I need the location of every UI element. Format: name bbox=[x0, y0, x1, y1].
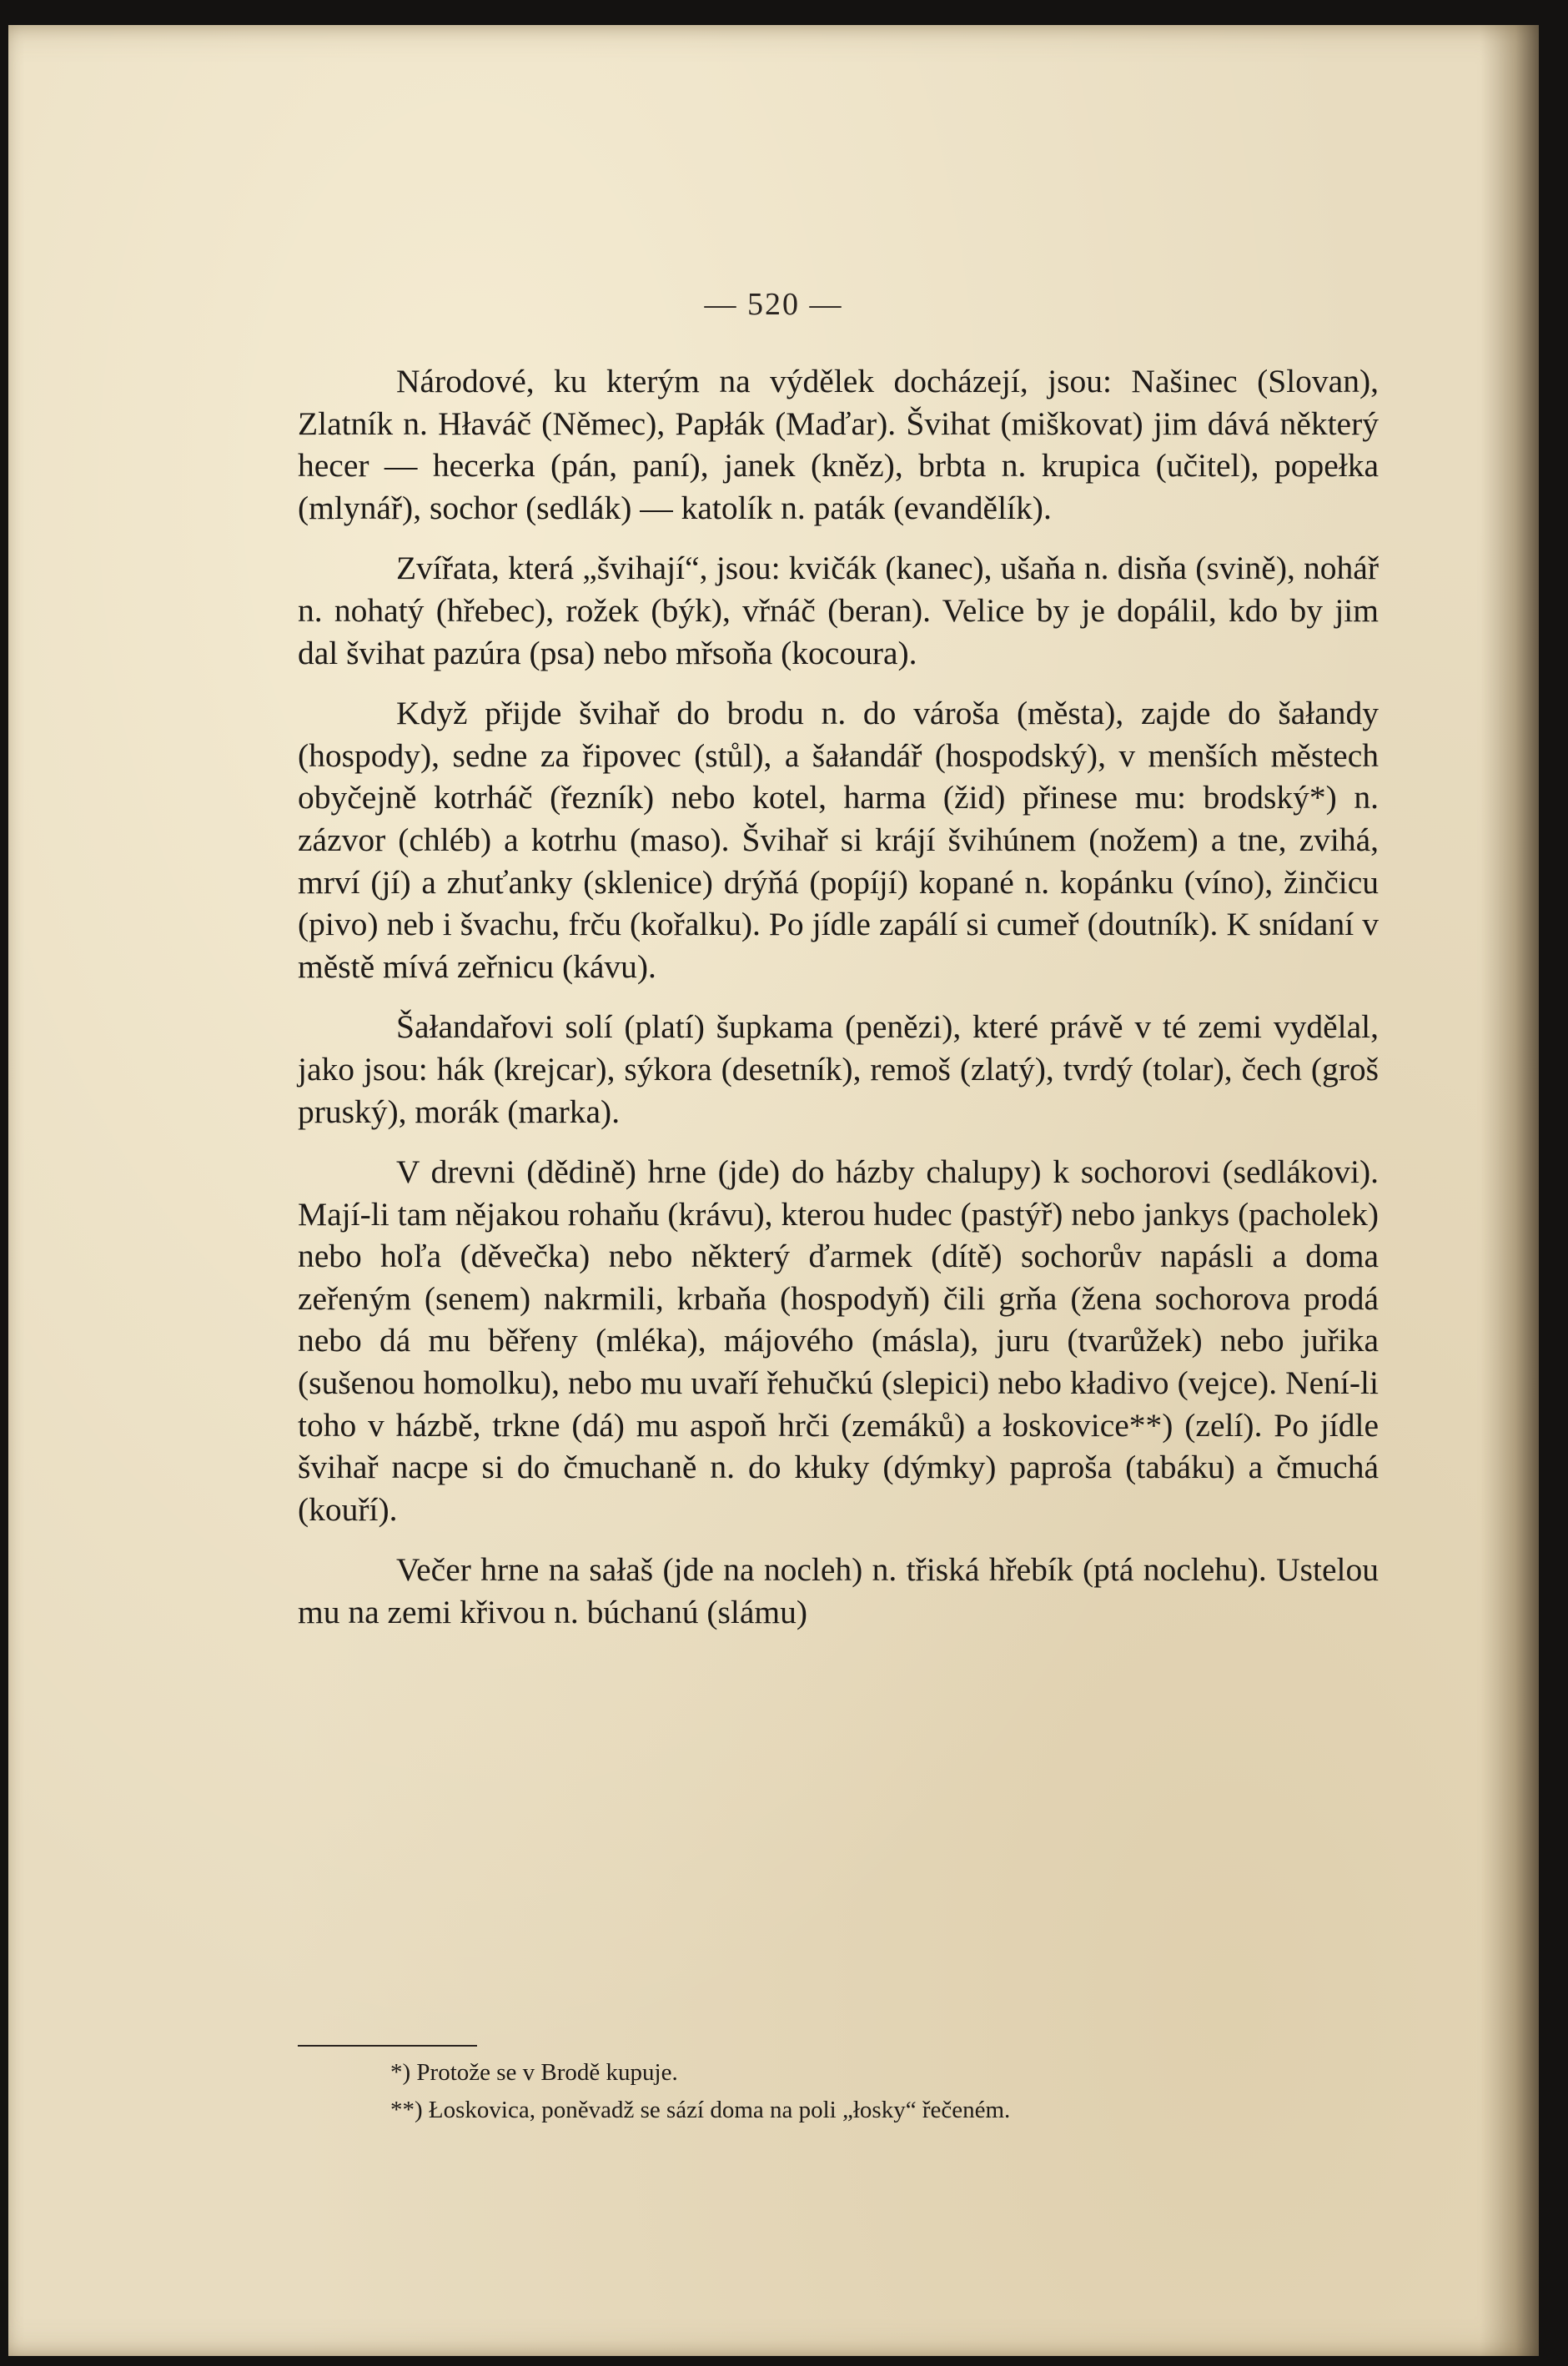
paragraph: Večer hrne na sałaš (jde na nocleh) n. třiská hřebík (ptá noclehu). Ustelou mu na zemi křivou n. búchanú (slámu) bbox=[298, 1551, 1379, 1631]
paragraph: Když přijde švihař do brodu n. do vároša (města), zajde do šałandy (hospody), sedne za řipovec (stůl), a šałandář (hospodský), v menších městech obyčejně kotrháč (řezník) nebo kotel, harma (žid) přinese mu: brodský*) n. zázvor (chléb) a kotrhu (maso). Švihař si krájí švihúnem (nožem) a tne, zvihá, mrví (jí) a zhuťanky (sklenice) drýňá (popíjí) kopané n. kopánku (víno), žinčicu (pivo) neb i švachu, frču (kořalku). Po jídle zapálí si cumeř (doutník). K snídaní v městě mívá zeřnicu (kávu). bbox=[298, 695, 1379, 985]
paragraph: Národové, ku kterým na výdělek docházejí, jsou: Našinec (Slovan), Zlatník n. Hłaváč (Němec), Papłák (Maďar). Švihat (miškovat) jim dává některý hecer — hecerka (pán, paní), janek (kněz), brbta n. krupica (učitel), popełka (mlynář), sochor (sedlák) — katolík n. paták (evandělík). bbox=[298, 363, 1379, 526]
footnote: **) Łoskovica, poněvadž se sází doma na poli „łosky“ řečeném. bbox=[390, 2097, 1011, 2123]
body-text bbox=[298, 360, 1379, 1652]
footnote-rule bbox=[298, 2045, 477, 2047]
book-page bbox=[8, 25, 1539, 2356]
paragraph: Šałandařovi solí (platí) šupkama (penězi), které právě v té zemi vydělal, jako jsou: hák (krejcar), sýkora (desetník), remoš (zlatý), tvrdý (tolar), čech (groš pruský), morák (marka). bbox=[298, 1008, 1379, 1130]
paragraph: V drevni (dědině) hrne (jde) do házby chalupy) k sochorovi (sedlákovi). Mají-li tam nějakou rohaňu (krávu), kterou hudec (pastýř) nebo jankys (pacholek) nebo hoľa (děvečka) nebo některý ďarmek (dítě) sochorův napásli a doma zeřeným (senem) nakrmili, krbaňa (hospodyň) čili grňa (žena sochorova prodá nebo dá mu běřeny (mléka), májového (másla), juru (tvarůžek) nebo juřika (sušenou homolku), nebo mu uvaří řehučkú (slepici) nebo kładivo (vejce). Není-li toho v házbě, trkne (dá) mu aspoň hrči (zemáků) a łoskovice**) (zelí). Po jídle švihař nacpe si do čmuchaně n. do kłuky (dýmky) paproša (tabáku) a čmuchá (kouří). bbox=[298, 1153, 1379, 1528]
paragraph: Zvířata, která „švihají“, jsou: kvičák (kanec), ušaňa n. disňa (svině), nohář n. nohatý (hřebec), rožek (býk), vřnáč (beran). Velice by je dopálil, kdo by jim dal švihat pazúra (psa) nebo mřsoňa (kocoura). bbox=[298, 550, 1379, 671]
footnotes bbox=[390, 2054, 1349, 2129]
page-spine-shadow bbox=[1480, 25, 1539, 2356]
footnote: *) Protože se v Brodě kupuje. bbox=[390, 2059, 678, 2086]
page-number: — 520 — bbox=[704, 287, 843, 322]
